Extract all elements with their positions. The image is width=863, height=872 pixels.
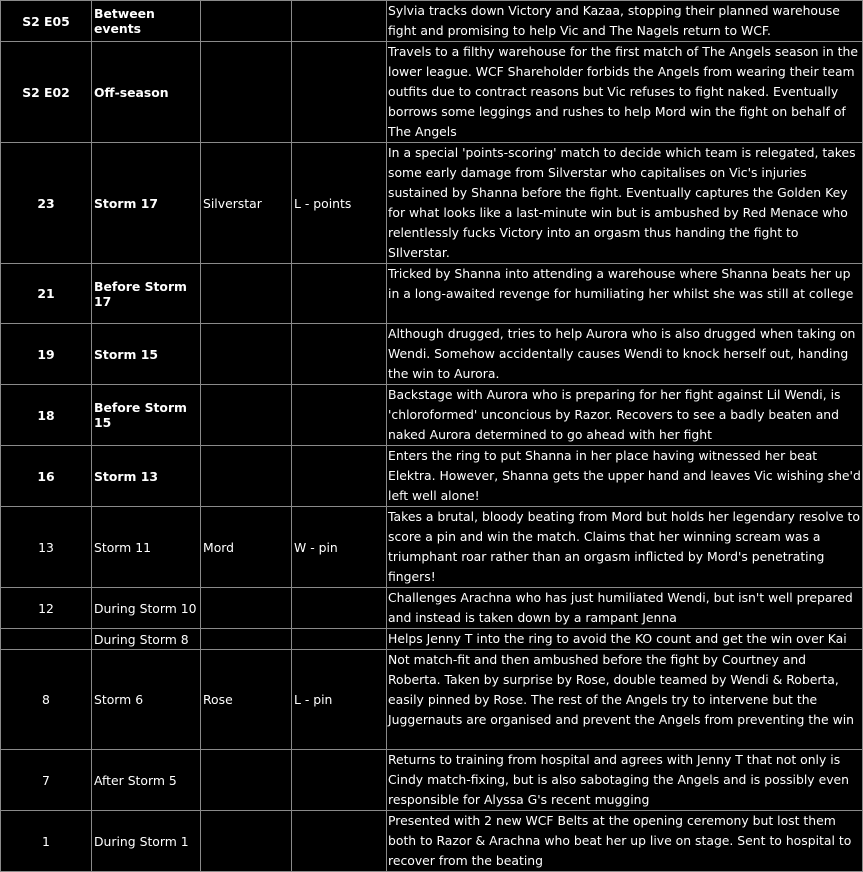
episode-cell: 8	[1, 650, 92, 750]
table-row	[1, 588, 863, 629]
episode-cell: 13	[1, 507, 92, 588]
table-row	[1, 811, 863, 872]
table-row	[1, 324, 863, 385]
table-row	[1, 143, 863, 264]
event-cell: Storm 11	[92, 507, 201, 588]
episode-cell: 18	[1, 385, 92, 446]
description-cell: Presented with 2 new WCF Belts at the opening ceremony but lost them both to Razor & Arachna who beat her up live on stage. Sent to hospital to recover from the beating	[387, 811, 863, 872]
opponent-cell	[201, 446, 292, 507]
result-cell	[292, 1, 387, 42]
opponent-cell	[201, 750, 292, 811]
description-cell: Sylvia tracks down Victory and Kazaa, stopping their planned warehouse fight and promising to help Vic and The Nagels return to WCF.	[387, 1, 863, 42]
description-cell: Challenges Arachna who has just humiliated Wendi, but isn't well prepared and instead is taken down by a rampant Jenna	[387, 588, 863, 629]
result-cell: W - pin	[292, 507, 387, 588]
result-cell	[292, 750, 387, 811]
opponent-cell	[201, 1, 292, 42]
table-row	[1, 264, 863, 324]
description-cell: Backstage with Aurora who is preparing for her fight against Lil Wendi, is 'chloroformed' unconcious by Razor. Recovers to see a badly beaten and naked Aurora determined to go ahead with her fight	[387, 385, 863, 446]
opponent-cell	[201, 42, 292, 143]
episode-cell: S2 E05	[1, 1, 92, 42]
result-cell	[292, 446, 387, 507]
result-cell	[292, 588, 387, 629]
episode-cell: 23	[1, 143, 92, 264]
description-cell: Returns to training from hospital and agrees with Jenny T that not only is Cindy match-fixing, but is also sabotaging the Angels and is possibly even responsible for Alyssa G's recent mugging	[387, 750, 863, 811]
table-row	[1, 650, 863, 750]
episode-cell: 16	[1, 446, 92, 507]
opponent-cell	[201, 811, 292, 872]
event-cell: Storm 15	[92, 324, 201, 385]
event-cell: Storm 6	[92, 650, 201, 750]
table-row	[1, 446, 863, 507]
event-cell: After Storm 5	[92, 750, 201, 811]
event-cell: Storm 17	[92, 143, 201, 264]
event-cell: Between events	[92, 1, 201, 42]
description-cell: In a special 'points-scoring' match to decide which team is relegated, takes some early damage from Silverstar who capitalises on Vic's injuries sustained by Shanna before the fight. Eventually captures the Golden Key for what looks like a last-minute win but is ambushed by Red Menace who relentlessly fucks Victory into an orgasm thus handing the fight to SIlverstar.	[387, 143, 863, 264]
episode-table-body	[1, 1, 863, 872]
episode-cell: 7	[1, 750, 92, 811]
episode-cell: 21	[1, 264, 92, 324]
result-cell	[292, 264, 387, 324]
result-cell	[292, 629, 387, 650]
episode-cell	[1, 629, 92, 650]
opponent-cell: Silverstar	[201, 143, 292, 264]
table-row	[1, 750, 863, 811]
result-cell	[292, 811, 387, 872]
table-row	[1, 507, 863, 588]
opponent-cell	[201, 629, 292, 650]
table-row	[1, 42, 863, 143]
episode-cell: 1	[1, 811, 92, 872]
event-cell: Off-season	[92, 42, 201, 143]
table-row	[1, 629, 863, 650]
event-cell: During Storm 1	[92, 811, 201, 872]
result-cell	[292, 385, 387, 446]
result-cell	[292, 42, 387, 143]
opponent-cell	[201, 264, 292, 324]
opponent-cell: Rose	[201, 650, 292, 750]
opponent-cell: Mord	[201, 507, 292, 588]
episode-cell: 19	[1, 324, 92, 385]
description-cell: Enters the ring to put Shanna in her place having witnessed her beat Elektra. However, Shanna gets the upper hand and leaves Vic wishing she'd left well alone!	[387, 446, 863, 507]
episode-cell: 12	[1, 588, 92, 629]
event-cell: Storm 13	[92, 446, 201, 507]
event-cell: During Storm 10	[92, 588, 201, 629]
description-cell: Travels to a filthy warehouse for the first match of The Angels season in the lower league. WCF Shareholder forbids the Angels from wearing their team outfits due to contract reasons but Vic refuses to fight naked. Eventually borrows some leggings and rushes to help Mord win the fight on behalf of The Angels	[387, 42, 863, 143]
description-cell: Although drugged, tries to help Aurora who is also drugged when taking on Wendi. Somehow accidentally causes Wendi to knock herself out, handing the win to Aurora.	[387, 324, 863, 385]
description-cell: Tricked by Shanna into attending a warehouse where Shanna beats her up in a long-awaited revenge for humiliating her whilst she was still at college	[387, 264, 863, 324]
description-cell: Takes a brutal, bloody beating from Mord but holds her legendary resolve to score a pin and win the match. Claims that her winning scream was a triumphant roar rather than an orgasm inflicted by Mord's penetrating fingers!	[387, 507, 863, 588]
event-cell: During Storm 8	[92, 629, 201, 650]
opponent-cell	[201, 385, 292, 446]
opponent-cell	[201, 324, 292, 385]
table-row	[1, 1, 863, 42]
opponent-cell	[201, 588, 292, 629]
event-cell: Before Storm 15	[92, 385, 201, 446]
result-cell: L - points	[292, 143, 387, 264]
table-row	[1, 385, 863, 446]
result-cell: L - pin	[292, 650, 387, 750]
description-cell: Not match-fit and then ambushed before the fight by Courtney and Roberta. Taken by surprise by Rose, double teamed by Wendi & Roberta, easily pinned by Rose. The rest of the Angels try to intervene but the Juggernauts are organised and prevent the Angels from preventing the win	[387, 650, 863, 750]
description-cell: Helps Jenny T into the ring to avoid the KO count and get the win over Kai	[387, 629, 863, 650]
event-cell: Before Storm 17	[92, 264, 201, 324]
episode-cell: S2 E02	[1, 42, 92, 143]
result-cell	[292, 324, 387, 385]
